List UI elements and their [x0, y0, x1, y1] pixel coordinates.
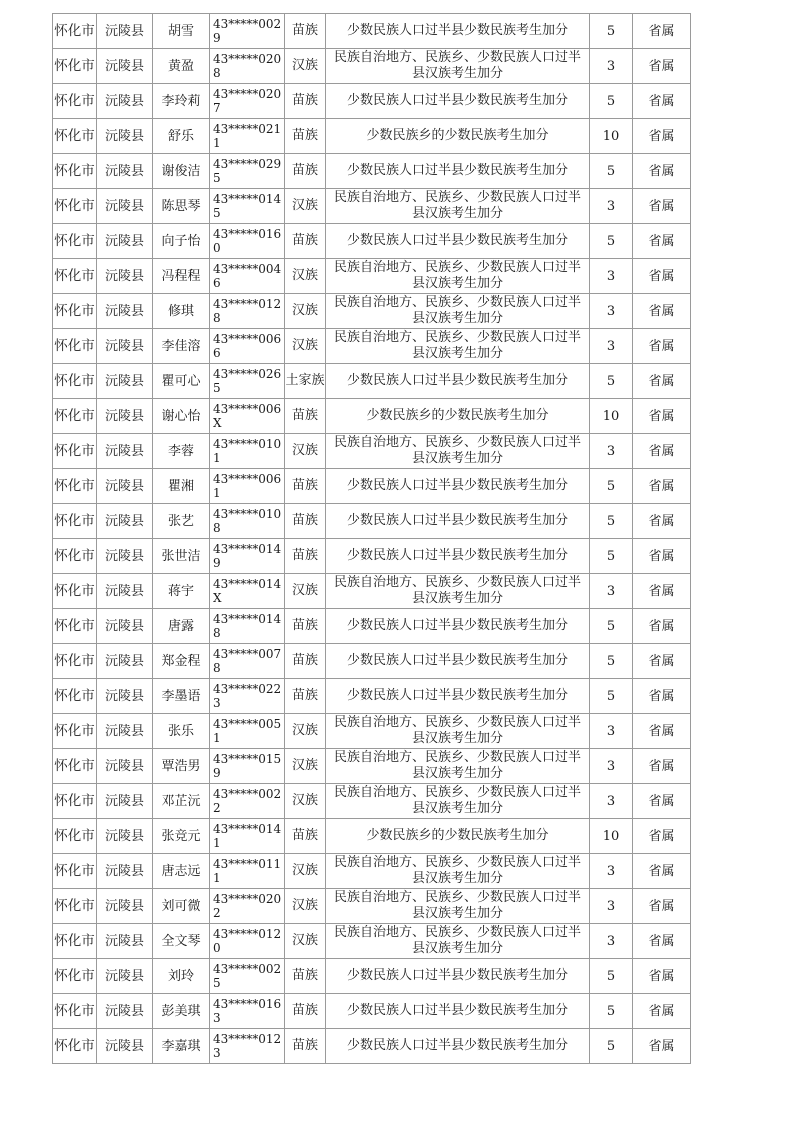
city-cell: 怀化市 [53, 714, 97, 749]
name-cell: 唐露 [153, 609, 210, 644]
table-row [53, 84, 691, 119]
name-cell: 瞿可心 [153, 364, 210, 399]
city-cell: 怀化市 [53, 959, 97, 994]
bonus-points-cell: 5 [590, 224, 633, 259]
county-cell: 沅陵县 [97, 784, 153, 819]
ethnicity-cell: 汉族 [285, 574, 326, 609]
bonus-points-cell: 5 [590, 14, 633, 49]
ethnicity-cell: 苗族 [285, 539, 326, 574]
level-cell: 省属 [633, 294, 691, 329]
level-cell: 省属 [633, 364, 691, 399]
level-cell: 省属 [633, 994, 691, 1029]
id-number-cell: 43*****0202 [210, 889, 285, 924]
ethnicity-cell: 苗族 [285, 14, 326, 49]
county-cell: 沅陵县 [97, 434, 153, 469]
county-cell: 沅陵县 [97, 364, 153, 399]
bonus-points-cell: 3 [590, 924, 633, 959]
table-row [53, 329, 691, 364]
county-cell: 沅陵县 [97, 294, 153, 329]
level-cell: 省属 [633, 714, 691, 749]
level-cell: 省属 [633, 399, 691, 434]
level-cell: 省属 [633, 329, 691, 364]
ethnicity-cell: 苗族 [285, 994, 326, 1029]
bonus-points-cell: 3 [590, 574, 633, 609]
id-number-cell: 43*****0078 [210, 644, 285, 679]
bonus-reason-cell: 少数民族乡的少数民族考生加分 [326, 119, 590, 154]
id-number-cell: 43*****0108 [210, 504, 285, 539]
id-number-cell: 43*****0111 [210, 854, 285, 889]
id-number-cell: 43*****0066 [210, 329, 285, 364]
bonus-points-cell: 5 [590, 469, 633, 504]
bonus-reason-cell: 民族自治地方、民族乡、少数民族人口过半县汉族考生加分 [326, 49, 590, 84]
level-cell: 省属 [633, 574, 691, 609]
bonus-reason-cell: 少数民族人口过半县少数民族考生加分 [326, 364, 590, 399]
name-cell: 蒋宇 [153, 574, 210, 609]
city-cell: 怀化市 [53, 434, 97, 469]
level-cell: 省属 [633, 1029, 691, 1064]
name-cell: 张竞元 [153, 819, 210, 854]
ethnicity-cell: 汉族 [285, 434, 326, 469]
bonus-points-cell: 5 [590, 364, 633, 399]
bonus-points-cell: 5 [590, 504, 633, 539]
bonus-points-cell: 5 [590, 644, 633, 679]
level-cell: 省属 [633, 609, 691, 644]
id-number-cell: 43*****0208 [210, 49, 285, 84]
city-cell: 怀化市 [53, 189, 97, 224]
ethnicity-cell: 汉族 [285, 924, 326, 959]
bonus-reason-cell: 民族自治地方、民族乡、少数民族人口过半县汉族考生加分 [326, 294, 590, 329]
ethnicity-cell: 汉族 [285, 889, 326, 924]
bonus-points-cell: 3 [590, 714, 633, 749]
bonus-reason-cell: 少数民族人口过半县少数民族考生加分 [326, 1029, 590, 1064]
bonus-points-cell: 3 [590, 889, 633, 924]
bonus-points-cell: 3 [590, 749, 633, 784]
bonus-reason-cell: 民族自治地方、民族乡、少数民族人口过半县汉族考生加分 [326, 259, 590, 294]
county-cell: 沅陵县 [97, 924, 153, 959]
bonus-reason-cell: 民族自治地方、民族乡、少数民族人口过半县汉族考生加分 [326, 749, 590, 784]
level-cell: 省属 [633, 854, 691, 889]
bonus-reason-cell: 民族自治地方、民族乡、少数民族人口过半县汉族考生加分 [326, 329, 590, 364]
bonus-reason-cell: 少数民族乡的少数民族考生加分 [326, 399, 590, 434]
county-cell: 沅陵县 [97, 854, 153, 889]
city-cell: 怀化市 [53, 224, 97, 259]
level-cell: 省属 [633, 14, 691, 49]
bonus-reason-cell: 民族自治地方、民族乡、少数民族人口过半县汉族考生加分 [326, 574, 590, 609]
table-body [53, 14, 691, 1064]
bonus-points-cell: 5 [590, 84, 633, 119]
table-row [53, 364, 691, 399]
level-cell: 省属 [633, 259, 691, 294]
level-cell: 省属 [633, 434, 691, 469]
county-cell: 沅陵县 [97, 14, 153, 49]
ethnicity-cell: 苗族 [285, 224, 326, 259]
county-cell: 沅陵县 [97, 819, 153, 854]
name-cell: 全文琴 [153, 924, 210, 959]
table-row [53, 119, 691, 154]
id-number-cell: 43*****0051 [210, 714, 285, 749]
bonus-points-cell: 5 [590, 994, 633, 1029]
table-row [53, 399, 691, 434]
city-cell: 怀化市 [53, 329, 97, 364]
bonus-reason-cell: 民族自治地方、民族乡、少数民族人口过半县汉族考生加分 [326, 784, 590, 819]
name-cell: 胡雪 [153, 14, 210, 49]
bonus-reason-cell: 少数民族人口过半县少数民族考生加分 [326, 154, 590, 189]
id-number-cell: 43*****0120 [210, 924, 285, 959]
ethnicity-cell: 苗族 [285, 679, 326, 714]
id-number-cell: 43*****0149 [210, 539, 285, 574]
id-number-cell: 43*****0159 [210, 749, 285, 784]
bonus-reason-cell: 民族自治地方、民族乡、少数民族人口过半县汉族考生加分 [326, 189, 590, 224]
table-row [53, 889, 691, 924]
level-cell: 省属 [633, 49, 691, 84]
table-row [53, 714, 691, 749]
ethnicity-cell: 苗族 [285, 399, 326, 434]
ethnicity-cell: 汉族 [285, 784, 326, 819]
bonus-reason-cell: 少数民族人口过半县少数民族考生加分 [326, 679, 590, 714]
bonus-points-cell: 5 [590, 154, 633, 189]
id-number-cell: 43*****0128 [210, 294, 285, 329]
bonus-points-cell: 5 [590, 1029, 633, 1064]
ethnicity-cell: 汉族 [285, 714, 326, 749]
city-cell: 怀化市 [53, 924, 97, 959]
name-cell: 张乐 [153, 714, 210, 749]
table-row [53, 854, 691, 889]
bonus-reason-cell: 民族自治地方、民族乡、少数民族人口过半县汉族考生加分 [326, 714, 590, 749]
id-number-cell: 43*****0223 [210, 679, 285, 714]
table-row [53, 294, 691, 329]
table-row [53, 189, 691, 224]
ethnicity-cell: 苗族 [285, 469, 326, 504]
county-cell: 沅陵县 [97, 259, 153, 294]
name-cell: 唐志远 [153, 854, 210, 889]
id-number-cell: 43*****014X [210, 574, 285, 609]
table-row [53, 434, 691, 469]
county-cell: 沅陵县 [97, 399, 153, 434]
name-cell: 舒乐 [153, 119, 210, 154]
ethnicity-cell: 苗族 [285, 154, 326, 189]
city-cell: 怀化市 [53, 259, 97, 294]
level-cell: 省属 [633, 539, 691, 574]
bonus-reason-cell: 民族自治地方、民族乡、少数民族人口过半县汉族考生加分 [326, 434, 590, 469]
bonus-points-cell: 10 [590, 399, 633, 434]
id-number-cell: 43*****0022 [210, 784, 285, 819]
county-cell: 沅陵县 [97, 504, 153, 539]
table-row [53, 784, 691, 819]
city-cell: 怀化市 [53, 364, 97, 399]
ethnicity-cell: 苗族 [285, 819, 326, 854]
bonus-points-cell: 5 [590, 959, 633, 994]
id-number-cell: 43*****0163 [210, 994, 285, 1029]
county-cell: 沅陵县 [97, 714, 153, 749]
name-cell: 李蓉 [153, 434, 210, 469]
name-cell: 李墨语 [153, 679, 210, 714]
city-cell: 怀化市 [53, 469, 97, 504]
table-row [53, 224, 691, 259]
city-cell: 怀化市 [53, 49, 97, 84]
ethnicity-cell: 汉族 [285, 294, 326, 329]
bonus-reason-cell: 少数民族人口过半县少数民族考生加分 [326, 469, 590, 504]
name-cell: 李嘉琪 [153, 1029, 210, 1064]
city-cell: 怀化市 [53, 784, 97, 819]
city-cell: 怀化市 [53, 854, 97, 889]
id-number-cell: 43*****0295 [210, 154, 285, 189]
level-cell: 省属 [633, 749, 691, 784]
bonus-points-cell: 3 [590, 329, 633, 364]
bonus-points-cell: 3 [590, 49, 633, 84]
table-row [53, 959, 691, 994]
table-row [53, 49, 691, 84]
bonus-points-table [52, 13, 691, 1064]
bonus-points-cell: 5 [590, 609, 633, 644]
name-cell: 张世洁 [153, 539, 210, 574]
county-cell: 沅陵县 [97, 889, 153, 924]
level-cell: 省属 [633, 644, 691, 679]
city-cell: 怀化市 [53, 749, 97, 784]
id-number-cell: 43*****0141 [210, 819, 285, 854]
ethnicity-cell: 苗族 [285, 644, 326, 679]
county-cell: 沅陵县 [97, 1029, 153, 1064]
id-number-cell: 43*****006X [210, 399, 285, 434]
name-cell: 向子怡 [153, 224, 210, 259]
table-row [53, 259, 691, 294]
name-cell: 彭美琪 [153, 994, 210, 1029]
name-cell: 冯程程 [153, 259, 210, 294]
bonus-reason-cell: 少数民族人口过半县少数民族考生加分 [326, 609, 590, 644]
bonus-reason-cell: 少数民族人口过半县少数民族考生加分 [326, 994, 590, 1029]
id-number-cell: 43*****0101 [210, 434, 285, 469]
table-row [53, 994, 691, 1029]
city-cell: 怀化市 [53, 574, 97, 609]
ethnicity-cell: 苗族 [285, 504, 326, 539]
level-cell: 省属 [633, 679, 691, 714]
county-cell: 沅陵县 [97, 84, 153, 119]
bonus-reason-cell: 少数民族人口过半县少数民族考生加分 [326, 539, 590, 574]
id-number-cell: 43*****0046 [210, 259, 285, 294]
county-cell: 沅陵县 [97, 189, 153, 224]
city-cell: 怀化市 [53, 14, 97, 49]
level-cell: 省属 [633, 924, 691, 959]
ethnicity-cell: 汉族 [285, 49, 326, 84]
ethnicity-cell: 苗族 [285, 119, 326, 154]
bonus-points-cell: 3 [590, 784, 633, 819]
id-number-cell: 43*****0160 [210, 224, 285, 259]
county-cell: 沅陵县 [97, 644, 153, 679]
table-row [53, 819, 691, 854]
bonus-reason-cell: 民族自治地方、民族乡、少数民族人口过半县汉族考生加分 [326, 854, 590, 889]
level-cell: 省属 [633, 84, 691, 119]
bonus-reason-cell: 少数民族人口过半县少数民族考生加分 [326, 84, 590, 119]
city-cell: 怀化市 [53, 819, 97, 854]
ethnicity-cell: 苗族 [285, 1029, 326, 1064]
county-cell: 沅陵县 [97, 679, 153, 714]
table-row [53, 609, 691, 644]
ethnicity-cell: 汉族 [285, 259, 326, 294]
city-cell: 怀化市 [53, 84, 97, 119]
name-cell: 瞿湘 [153, 469, 210, 504]
table-row [53, 1029, 691, 1064]
bonus-reason-cell: 民族自治地方、民族乡、少数民族人口过半县汉族考生加分 [326, 924, 590, 959]
id-number-cell: 43*****0123 [210, 1029, 285, 1064]
bonus-reason-cell: 民族自治地方、民族乡、少数民族人口过半县汉族考生加分 [326, 889, 590, 924]
city-cell: 怀化市 [53, 539, 97, 574]
city-cell: 怀化市 [53, 154, 97, 189]
table-row [53, 924, 691, 959]
county-cell: 沅陵县 [97, 994, 153, 1029]
city-cell: 怀化市 [53, 644, 97, 679]
bonus-points-cell: 10 [590, 819, 633, 854]
county-cell: 沅陵县 [97, 154, 153, 189]
bonus-reason-cell: 少数民族人口过半县少数民族考生加分 [326, 504, 590, 539]
id-number-cell: 43*****0061 [210, 469, 285, 504]
county-cell: 沅陵县 [97, 609, 153, 644]
bonus-reason-cell: 少数民族人口过半县少数民族考生加分 [326, 959, 590, 994]
bonus-points-cell: 3 [590, 294, 633, 329]
level-cell: 省属 [633, 119, 691, 154]
id-number-cell: 43*****0211 [210, 119, 285, 154]
ethnicity-cell: 汉族 [285, 189, 326, 224]
bonus-points-cell: 5 [590, 679, 633, 714]
id-number-cell: 43*****0265 [210, 364, 285, 399]
id-number-cell: 43*****0025 [210, 959, 285, 994]
id-number-cell: 43*****0029 [210, 14, 285, 49]
county-cell: 沅陵县 [97, 329, 153, 364]
name-cell: 黄盈 [153, 49, 210, 84]
bonus-points-cell: 3 [590, 189, 633, 224]
table-row [53, 154, 691, 189]
name-cell: 刘可微 [153, 889, 210, 924]
bonus-reason-cell: 少数民族人口过半县少数民族考生加分 [326, 224, 590, 259]
county-cell: 沅陵县 [97, 224, 153, 259]
bonus-points-cell: 3 [590, 854, 633, 889]
name-cell: 覃浩男 [153, 749, 210, 784]
bonus-points-cell: 3 [590, 434, 633, 469]
level-cell: 省属 [633, 154, 691, 189]
county-cell: 沅陵县 [97, 959, 153, 994]
id-number-cell: 43*****0207 [210, 84, 285, 119]
city-cell: 怀化市 [53, 889, 97, 924]
ethnicity-cell: 汉族 [285, 854, 326, 889]
city-cell: 怀化市 [53, 294, 97, 329]
name-cell: 陈思琴 [153, 189, 210, 224]
bonus-reason-cell: 少数民族人口过半县少数民族考生加分 [326, 644, 590, 679]
table-row [53, 749, 691, 784]
city-cell: 怀化市 [53, 994, 97, 1029]
level-cell: 省属 [633, 224, 691, 259]
name-cell: 李玲莉 [153, 84, 210, 119]
county-cell: 沅陵县 [97, 539, 153, 574]
table-row [53, 644, 691, 679]
name-cell: 谢俊洁 [153, 154, 210, 189]
table-row [53, 539, 691, 574]
table-row [53, 14, 691, 49]
level-cell: 省属 [633, 959, 691, 994]
county-cell: 沅陵县 [97, 469, 153, 504]
city-cell: 怀化市 [53, 119, 97, 154]
city-cell: 怀化市 [53, 1029, 97, 1064]
level-cell: 省属 [633, 784, 691, 819]
table-row [53, 504, 691, 539]
ethnicity-cell: 土家族 [285, 364, 326, 399]
county-cell: 沅陵县 [97, 119, 153, 154]
name-cell: 修琪 [153, 294, 210, 329]
city-cell: 怀化市 [53, 504, 97, 539]
ethnicity-cell: 汉族 [285, 749, 326, 784]
name-cell: 李佳溶 [153, 329, 210, 364]
level-cell: 省属 [633, 469, 691, 504]
name-cell: 谢心怡 [153, 399, 210, 434]
bonus-reason-cell: 少数民族人口过半县少数民族考生加分 [326, 14, 590, 49]
city-cell: 怀化市 [53, 679, 97, 714]
id-number-cell: 43*****0145 [210, 189, 285, 224]
ethnicity-cell: 苗族 [285, 959, 326, 994]
name-cell: 张艺 [153, 504, 210, 539]
city-cell: 怀化市 [53, 399, 97, 434]
ethnicity-cell: 苗族 [285, 84, 326, 119]
name-cell: 刘玲 [153, 959, 210, 994]
id-number-cell: 43*****0148 [210, 609, 285, 644]
bonus-points-cell: 3 [590, 259, 633, 294]
county-cell: 沅陵县 [97, 49, 153, 84]
ethnicity-cell: 汉族 [285, 329, 326, 364]
level-cell: 省属 [633, 819, 691, 854]
level-cell: 省属 [633, 504, 691, 539]
bonus-points-cell: 5 [590, 539, 633, 574]
table-row [53, 679, 691, 714]
table-row [53, 574, 691, 609]
county-cell: 沅陵县 [97, 574, 153, 609]
ethnicity-cell: 苗族 [285, 609, 326, 644]
county-cell: 沅陵县 [97, 749, 153, 784]
table-row [53, 469, 691, 504]
city-cell: 怀化市 [53, 609, 97, 644]
bonus-points-cell: 10 [590, 119, 633, 154]
level-cell: 省属 [633, 889, 691, 924]
name-cell: 邓芷沅 [153, 784, 210, 819]
level-cell: 省属 [633, 189, 691, 224]
name-cell: 郑金程 [153, 644, 210, 679]
bonus-reason-cell: 少数民族乡的少数民族考生加分 [326, 819, 590, 854]
